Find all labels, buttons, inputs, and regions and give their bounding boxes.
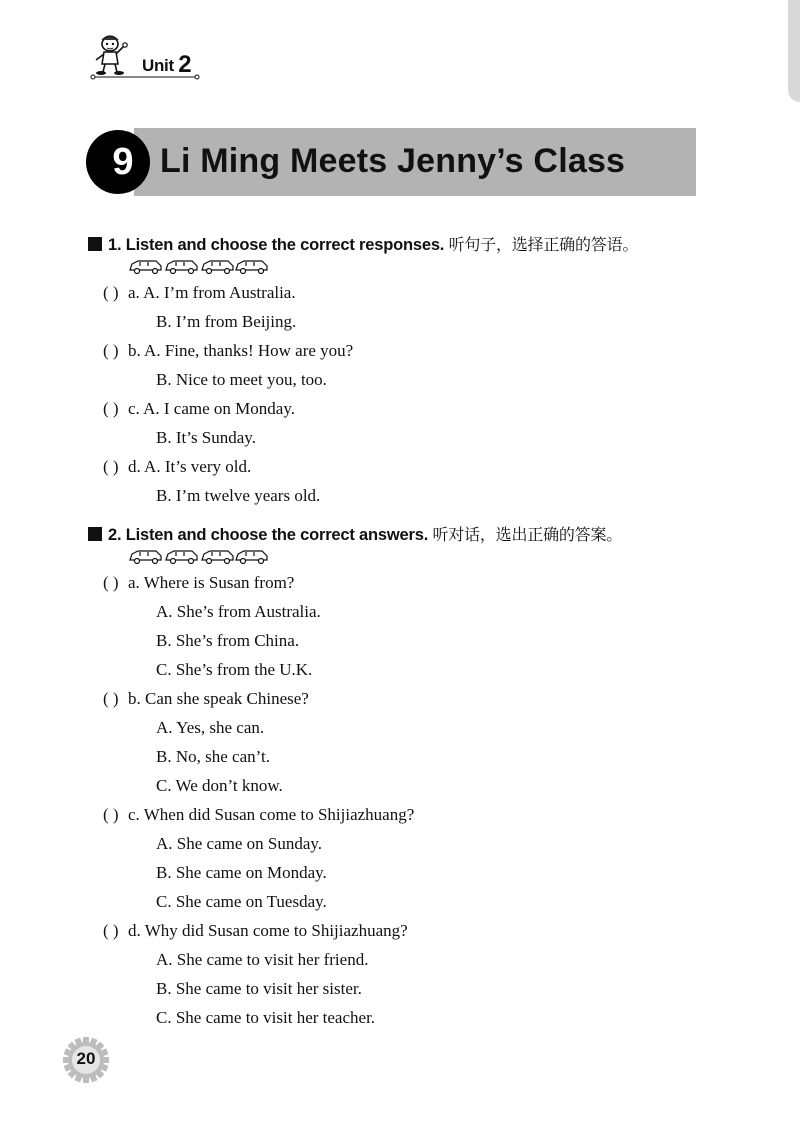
option-row [88, 945, 728, 974]
option-row [88, 858, 728, 887]
option-row [88, 626, 728, 655]
question-row [88, 916, 728, 945]
section-2 [88, 522, 728, 1032]
answer-blank[interactable]: ( ) [103, 921, 119, 940]
answer-blank[interactable]: ( ) [103, 573, 119, 592]
option-row [88, 742, 728, 771]
lesson-number-badge [86, 130, 150, 194]
option-text: B. She came to visit her sister. [156, 979, 362, 998]
unit-header [88, 28, 200, 80]
answer-blank[interactable]: ( ) [103, 399, 119, 418]
square-bullet-icon [88, 527, 102, 541]
header-rule [90, 74, 200, 80]
option-text: B. She came on Monday. [156, 863, 327, 882]
option-text: A. Yes, she can. [156, 718, 265, 737]
option-text: B. It’s Sunday. [156, 428, 256, 447]
option-text: B. I’m from Beijing. [156, 312, 297, 331]
answer-blank[interactable]: ( ) [103, 689, 119, 708]
answer-blank[interactable]: ( ) [103, 457, 119, 476]
unit-number: 2 [178, 51, 192, 78]
section-heading-en: 2. Listen and choose the correct answers. [108, 526, 429, 544]
lesson-banner [86, 128, 696, 196]
option-row [88, 655, 728, 684]
option-text: A. She’s from Australia. [156, 602, 321, 621]
option-text: C. She came on Tuesday. [156, 892, 327, 911]
question-text: c. When did Susan come to Shijiazhuang? [128, 805, 415, 824]
lesson-number: 9 [112, 140, 134, 183]
option-row [88, 423, 728, 452]
question-row [88, 394, 728, 423]
option-row [88, 597, 728, 626]
question-text: d. A. It’s very old. [128, 457, 252, 476]
unit-word: Unit [142, 56, 174, 75]
question-row [88, 278, 728, 307]
question-text: b. Can she speak Chinese? [128, 689, 309, 708]
question-text: c. A. I came on Monday. [128, 399, 295, 418]
listening-cars-icon [128, 257, 270, 275]
page-number: 20 [76, 1049, 96, 1068]
question-row [88, 568, 728, 597]
question-row [88, 800, 728, 829]
question-text: b. A. Fine, thanks! How are you? [128, 341, 354, 360]
option-text: A. She came on Sunday. [156, 834, 323, 853]
question-text: a. Where is Susan from? [128, 573, 295, 592]
mascot-icon [88, 32, 134, 76]
answer-blank[interactable]: ( ) [103, 283, 119, 302]
option-text: A. She came to visit her friend. [156, 950, 369, 969]
option-row [88, 713, 728, 742]
question-row [88, 336, 728, 365]
option-text: C. She’s from the U.K. [156, 660, 313, 679]
option-row [88, 771, 728, 800]
option-row [88, 887, 728, 916]
option-row [88, 365, 728, 394]
question-row [88, 684, 728, 713]
option-text: B. No, she can’t. [156, 747, 270, 766]
option-row [88, 481, 728, 510]
page-number-badge [62, 1036, 110, 1084]
section-1 [88, 232, 728, 510]
listening-cars-icon [128, 547, 270, 565]
option-row [88, 829, 728, 858]
option-row [88, 974, 728, 1003]
answer-blank[interactable]: ( ) [103, 805, 119, 824]
option-text: B. Nice to meet you, too. [156, 370, 327, 389]
question-text: d. Why did Susan come to Shijiazhuang? [128, 921, 408, 940]
section-heading-en: 1. Listen and choose the correct responses. [108, 236, 445, 254]
option-row [88, 307, 728, 336]
option-row [88, 1003, 728, 1032]
lesson-title: Li Ming Meets Jenny’s Class [160, 142, 626, 180]
option-text: B. She’s from China. [156, 631, 300, 650]
question-text: a. A. I’m from Australia. [128, 283, 296, 302]
question-row [88, 452, 728, 481]
page-edge-tab [788, 0, 800, 102]
option-text: B. I’m twelve years old. [156, 486, 321, 505]
square-bullet-icon [88, 237, 102, 251]
option-text: C. She came to visit her teacher. [156, 1008, 376, 1027]
answer-blank[interactable]: ( ) [103, 341, 119, 360]
section-heading [88, 232, 728, 254]
section-heading-zh: 听句子，选择正确的答语。 [448, 235, 639, 254]
section-heading-zh: 听对话，选出正确的答案。 [432, 525, 623, 544]
option-text: C. We don’t know. [156, 776, 283, 795]
section-heading [88, 522, 728, 544]
